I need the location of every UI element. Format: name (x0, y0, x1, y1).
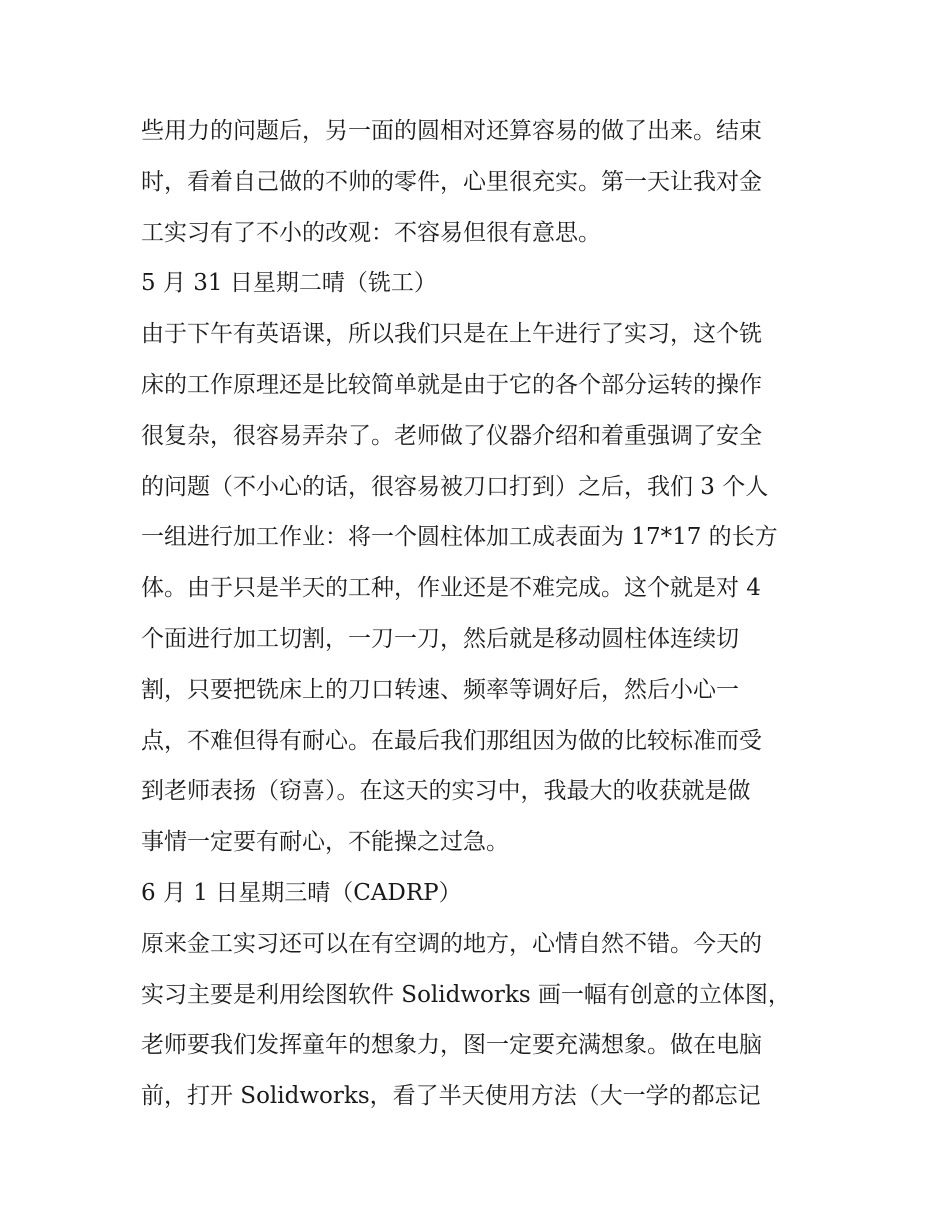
paragraph-line: 由于下午有英语课，所以我们只是在上午进行了实习，这个铣 (141, 321, 762, 348)
paragraph-line: 前，打开 Solidworks，看了半天使用方法（大一学的都忘记 (141, 1083, 761, 1110)
paragraph-line: 的问题（不小心的话，很容易被刀口打到）之后，我们 3 个人 (141, 473, 769, 500)
paragraph-line: 一组进行加工作业：将一个圆柱体加工成表面为 17*17 的长方 (141, 524, 778, 551)
paragraph-line: 些用力的问题后，另一面的圆相对还算容易的做了出来。结束 (141, 118, 762, 144)
section-heading-may-31: 5 月 31 日星期二晴（铣工） (141, 270, 437, 297)
paragraph-line: 事情一定要有耐心，不能操之过急。 (141, 829, 509, 856)
paragraph-line: 时，看着自己做的不帅的零件，心里很充实。第一天让我对金 (141, 168, 762, 195)
paragraph-line: 点，不难但得有耐心。在最后我们那组因为做的比较标准而受 (141, 727, 762, 754)
paragraph-line: 割，只要把铣床上的刀口转速、频率等调好后，然后小心一 (141, 676, 739, 703)
paragraph-line: 体。由于只是半天的工种，作业还是不难完成。这个就是对 4 (141, 575, 761, 602)
paragraph-line: 工实习有了不小的改观：不容易但很有意思。 (141, 219, 601, 246)
document-body (141, 106, 813, 1122)
paragraph-line: 到老师表扬（窃喜）。在这天的实习中，我最大的收获就是做 (141, 778, 751, 805)
paragraph-line: 原来金工实习还可以在有空调的地方，心情自然不错。今天的 (141, 930, 762, 957)
paragraph-line: 老师要我们发挥童年的想象力，图一定要充满想象。做在电脑 (141, 1032, 762, 1059)
paragraph-line: 床的工作原理还是比较简单就是由于它的各个部分运转的操作 (141, 371, 762, 398)
paragraph-line: 很复杂，很容易弄杂了。老师做了仪器介绍和着重强调了安全 (141, 422, 762, 449)
paragraph-line: 个面进行加工切割，一刀一刀，然后就是移动圆柱体连续切 (141, 625, 739, 652)
section-heading-june-1: 6 月 1 日星期三晴（CADRP） (141, 879, 462, 906)
paragraph-line: 实习主要是利用绘图软件 Solidworks 画一幅有创意的立体图， (141, 981, 791, 1008)
